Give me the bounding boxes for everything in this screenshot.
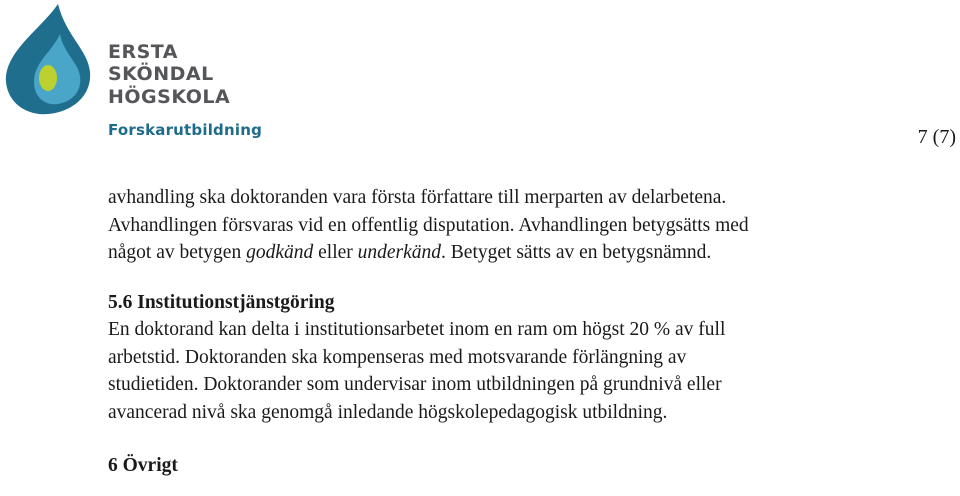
paragraph-line xyxy=(108,239,928,267)
grade-fail: underkänd xyxy=(357,242,442,263)
logo-mark xyxy=(0,0,100,118)
text-run: eller xyxy=(313,242,358,263)
paragraph-line: avancerad nivå ska genomgå inledande högskolepedagogisk utbildning. xyxy=(108,401,668,423)
logo xyxy=(0,0,263,145)
document-body xyxy=(108,184,928,480)
text-run: något av betygen xyxy=(108,242,247,263)
page-number: 7 (7) xyxy=(917,126,956,148)
logo-line-ersta: ERSTA xyxy=(108,41,178,63)
paragraph-line: studietiden. Doktorander som undervisar inom utbildningen på grundnivå eller xyxy=(108,374,722,395)
paragraph-line: Avhandlingen försvaras vid en offentlig disputation. Avhandlingen betygsätts med xyxy=(108,214,749,236)
paragraph-line: avhandling ska doktoranden vara första författare till merparten av delarbetena. xyxy=(108,187,727,208)
text-run: . Betyget sätts av en betygsnämnd. xyxy=(441,242,712,263)
grade-pass: godkänd xyxy=(246,242,314,263)
logo-line-skondal: SKÖNDAL xyxy=(108,63,214,85)
section-heading-6: 6 Övrigt xyxy=(108,455,178,476)
subunit-label: Forskarutbildning xyxy=(108,121,263,139)
paragraph-line: arbetstid. Doktoranden ska kompenseras med motsvarande förlängning av xyxy=(108,346,687,368)
logo-seed xyxy=(39,65,57,91)
section-heading-5-6: 5.6 Institutionstjänstgöring xyxy=(108,291,335,313)
paragraph-line: En doktorand kan delta i institutionsarbetet inom en ram om högst 20 % av full xyxy=(108,319,726,340)
logo-line-hogskola: HÖGSKOLA xyxy=(108,86,231,108)
